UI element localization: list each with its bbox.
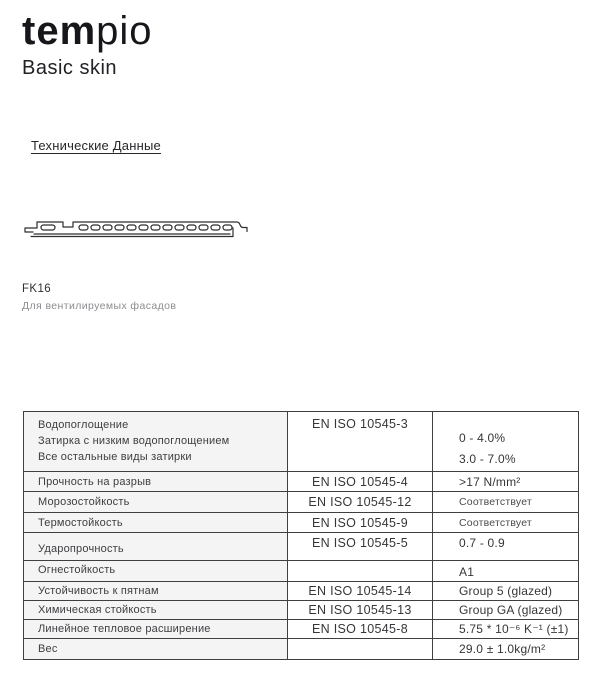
value-cell [433, 561, 578, 581]
brand-logo-bold: tem [22, 9, 97, 53]
property-cell [24, 513, 288, 532]
property-label: Линейное тепловое расширение [38, 623, 211, 635]
standard-cell [288, 472, 433, 491]
property-label: Ударопрочность [38, 543, 124, 555]
value-line: 3.0 - 7.0% [459, 452, 516, 466]
standard-cell [288, 561, 433, 581]
standard-label: EN ISO 10545-9 [312, 515, 408, 530]
value-cell [433, 620, 578, 638]
value-text: A1 [459, 565, 475, 579]
standard-label: EN ISO 10545-8 [312, 622, 408, 636]
standard-label: EN ISO 10545-13 [308, 603, 412, 617]
property-label: Морозостойкость [38, 496, 130, 508]
table-row [24, 412, 578, 471]
table-row [24, 560, 578, 581]
value-cell [433, 412, 578, 471]
property-label: Прочность на разрыв [38, 475, 152, 488]
standard-cell [288, 492, 433, 512]
standard-label: EN ISO 10545-14 [308, 584, 412, 598]
property-cell [24, 582, 288, 600]
brand-logo [22, 8, 153, 54]
property-cell [24, 533, 288, 560]
panel-profile-drawing [21, 214, 251, 244]
profile-code: FK16 [22, 283, 52, 295]
table-row [24, 581, 578, 600]
standard-cell [288, 639, 433, 659]
product-name: Basic skin [22, 57, 118, 79]
table-row [24, 532, 578, 560]
value-text: 0.7 - 0.9 [459, 536, 505, 550]
value-cell [433, 472, 578, 491]
property-cell [24, 620, 288, 638]
standard-cell [288, 513, 433, 532]
value-text: Group 5 (glazed) [459, 584, 553, 598]
standard-label: EN ISO 10545-4 [312, 474, 408, 489]
standard-cell [288, 582, 433, 600]
value-cell [433, 601, 578, 619]
property-label: Термостойкость [38, 516, 123, 529]
standard-cell [288, 620, 433, 638]
value-cell [433, 492, 578, 512]
value-text: 5.75 * 10⁻⁶ K⁻¹ (±1) [459, 622, 569, 636]
table-row [24, 471, 578, 491]
property-cell [24, 639, 288, 659]
value-text: Соответствует [459, 496, 532, 508]
value-text: 29.0 ± 1.0kg/m² [459, 642, 546, 656]
profile-description: Для вентилируемых фасадов [22, 300, 177, 312]
technical-data-table [23, 411, 579, 660]
property-cell [24, 601, 288, 619]
panel-cross-section-icon [21, 214, 251, 244]
value-cell [433, 582, 578, 600]
property-cell [24, 472, 288, 491]
property-label: Водопоглощение [38, 419, 129, 431]
brand-logo-light: pio [96, 9, 153, 53]
value-cell [433, 513, 578, 532]
property-cell [24, 561, 288, 581]
property-cell [24, 492, 288, 512]
value-text: >17 N/mm² [459, 474, 521, 489]
property-label: Устойчивость к пятнам [38, 585, 159, 597]
property-label: Вес [38, 643, 58, 655]
standard-cell [288, 412, 433, 471]
table-row [24, 638, 578, 659]
table-row [24, 491, 578, 512]
table-row [24, 619, 578, 638]
standard-label: EN ISO 10545-3 [312, 417, 408, 431]
table-row [24, 600, 578, 619]
value-text: Group GA (glazed) [459, 603, 563, 617]
section-heading: Технические Данные [31, 138, 161, 153]
table-row [24, 512, 578, 532]
value-cell [433, 639, 578, 659]
property-subline: Затирка с низким водопоглощением [38, 435, 230, 447]
value-text: Соответствует [459, 516, 532, 529]
value-cell [433, 533, 578, 560]
property-cell [24, 412, 288, 471]
property-label: Химическая стойкость [38, 604, 157, 616]
standard-label: EN ISO 10545-12 [308, 495, 412, 509]
property-subline: Все остальные виды затирки [38, 451, 192, 463]
standard-label: EN ISO 10545-5 [312, 536, 408, 550]
standard-cell [288, 533, 433, 560]
value-line: 0 - 4.0% [459, 431, 506, 445]
standard-cell [288, 601, 433, 619]
property-label: Огнестойкость [38, 564, 116, 576]
